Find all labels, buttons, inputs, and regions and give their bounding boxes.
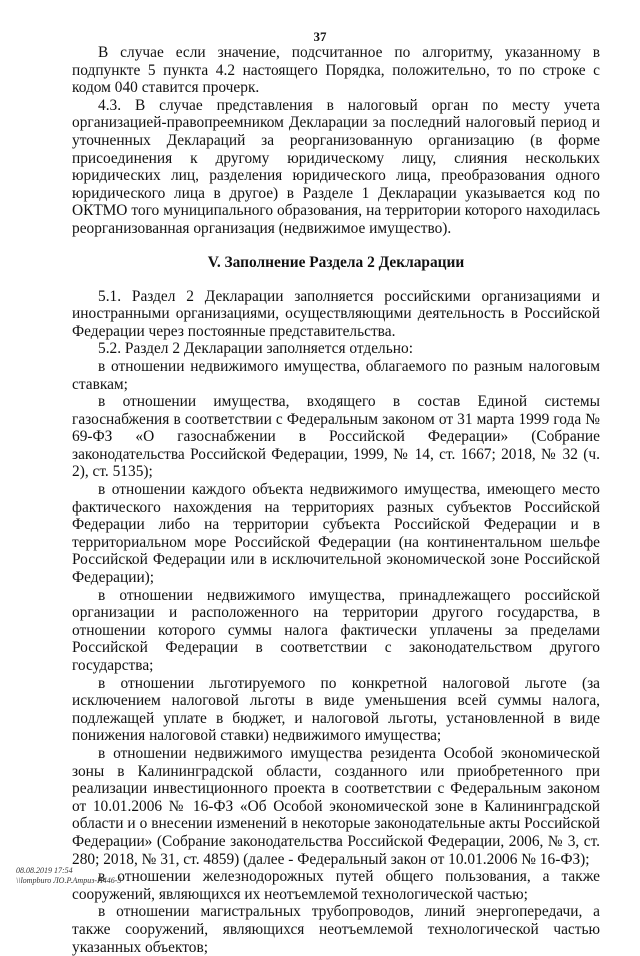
- list-item: в отношении железнодорожных путей общего пользования, а также сооружений, являющихся их неотъемлемой технологической частью;: [72, 868, 600, 903]
- paragraph: 5.2. Раздел 2 Декларации заполняется отдельно:: [98, 340, 413, 358]
- list-item: в отношении магистральных трубопроводов, линий энергопередачи, а также сооружений, являющихся неотъемлемой технологической частью указанных объектов;: [72, 903, 600, 956]
- paragraph: 4.3. В случае представления в налоговый орган по месту учета организацией-правопреемником Декларации за последний налоговый период и уточненных Деклараций за реорганизованную организацию (в форме присоединения к другому юридическому лицу, слияния нескольких юридических лиц, разделения юридического лица, преобразования одного юридического лица в другое) в Разделе 1 Декларации указывается код по ОКТМО того муниципального образования, на территории которого находилась реорганизованная организация (недвижимое имущество).: [72, 96, 600, 237]
- footer-timestamp: 08.08.2019 17:54: [16, 866, 73, 875]
- list-item: в отношении каждого объекта недвижимого имущества, имеющего место фактического нахождения на территориях разных субъектов Российской Федерации либо на территории субъекта Российской Федерации и в территориальном море Российской Федерации (на континентальном шельфе Российской Федерации или в исключительной экономической зоне Российской Федерации);: [72, 481, 600, 587]
- paragraph: В случае если значение, подсчитанное по алгоритму, указанному в подпункте 5 пункта 4.2 настоящего Порядка, положительно, то по строке с кодом 040 ставится прочерк.: [72, 44, 600, 97]
- list-item: в отношении имущества, входящего в состав Единой системы газоснабжения в соответствии с Федеральным законом от 31 марта 1999 года № 69-ФЗ «О газоснабжении в Российской Федерации» (Собрание законодательства Российской Федерации, 1999, № 14, ст. 1667; 2018, № 32 (ч. 2), ст. 5135);: [72, 393, 600, 481]
- footer-file-path: \\lompburo ЛО.Р.Атриз-И446-3: [16, 876, 122, 885]
- section-heading: V. Заполнение Раздела 2 Декларации: [207, 253, 465, 271]
- footer-stamp: [16, 866, 121, 886]
- paragraph: 5.1. Раздел 2 Декларации заполняется российскими организациями и иностранными организациями, осуществляющими деятельность в Российской Федерации через постоянные представительства.: [72, 287, 600, 340]
- list-item: в отношении недвижимого имущества резидента Особой экономической зоны в Калининградской области, созданного или приобретенного при реализации инвестиционного проекта в соответствии с Федеральным законом от 10.01.2006 № 16-ФЗ «Об Особой экономической зоне в Калининградской области и о внесении изменений в некоторые законодательные акты Российской Федерации» (Собрание законодательства Российской Федерации, 2006, № 3, ст. 280; 2018, № 31, ст. 4859) (далее - Федеральный закон от 10.01.2006 № 16-ФЗ);: [72, 744, 600, 868]
- list-item: в отношении недвижимого имущества, облагаемого по разным налоговым ставкам;: [72, 357, 600, 393]
- list-item: в отношении недвижимого имущества, принадлежащего российской организации и расположенного на территории другого государства, в отношении которого суммы налога фактически уплачены за пределами Российской Федерации в соответствии с законодательством другого государства;: [72, 586, 600, 674]
- page-content: [72, 44, 600, 956]
- list-item: в отношении льготируемого по конкретной налоговой льготе (за исключением налоговой льготы в виде уменьшения всей суммы налога, подлежащей уплате в бюджет, и налоговой льготы, установленной в виде понижения налоговой ставки) недвижимого имущества;: [72, 674, 600, 745]
- page-number: 37: [313, 29, 327, 44]
